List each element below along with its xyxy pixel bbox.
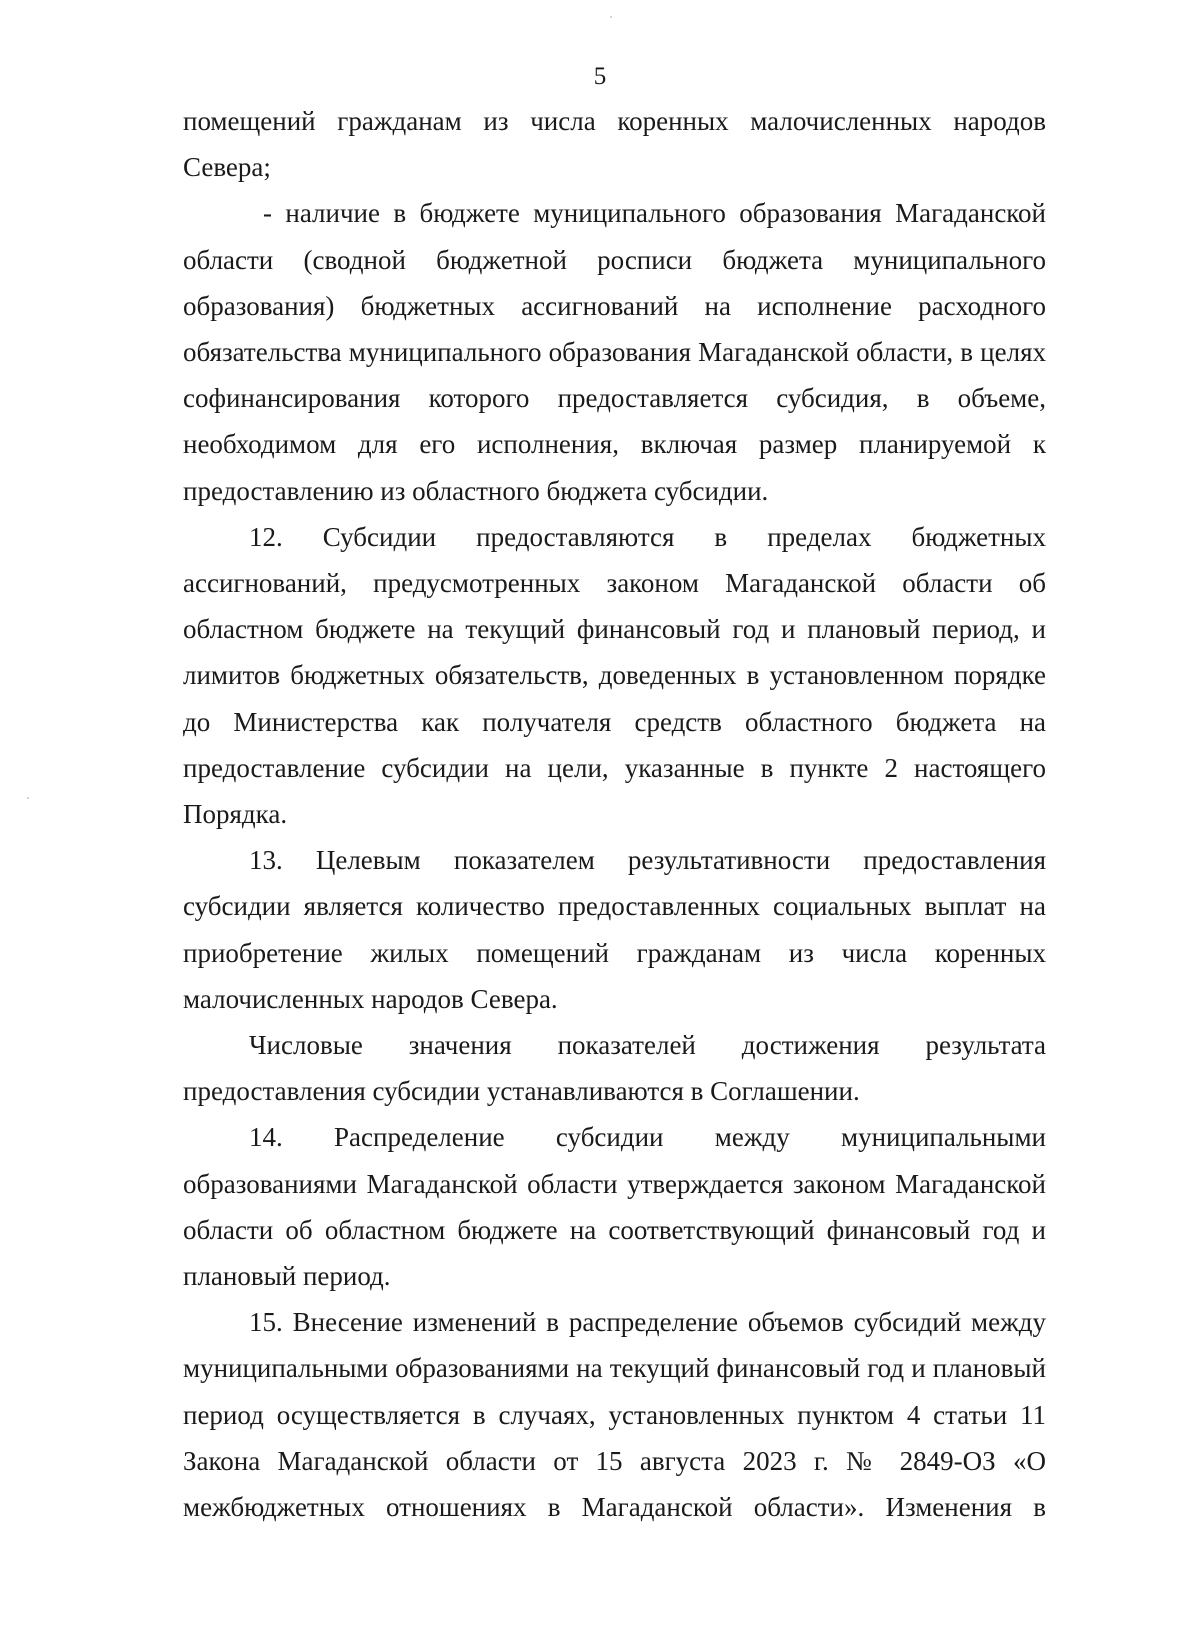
page-number: 5	[593, 63, 607, 90]
paragraph-item-12: 12. Субсидии предоставляются в пределах бюджетных ассигнований, предусмотренных законом Магаданской области об областном бюджете на текущий финансовый год и плановый период, и лимитов бюджетных обязательств, доведенных в установленном порядке до Министерства как получателя средств областного бюджета на предоставление субсидии на цели, указанные в пункте 2 настоящего Порядка.	[183, 521, 1046, 830]
document-body	[183, 98, 1046, 1530]
paragraph-numeric-values: Числовые значения показателей достижения результата предоставления субсидии устанавливаются в Соглашении.	[183, 1030, 1046, 1107]
scan-speck	[610, 16, 612, 18]
paragraph-item-15: 15. Внесение изменений в распределение объемов субсидий между муниципальными образованиями на текущий финансовый год и плановый период осуществляется в случаях, установленных пунктом 4 статьи 11 Закона Магаданской области от 15 августа 2023 г. № 2849-ОЗ «О межбюджетных отношениях в Магаданской области». Изменения в	[183, 1307, 1046, 1523]
paragraph-budget-condition: - наличие в бюджете муниципального образования Магаданской области (сводной бюджетной росписи бюджета муниципального образования) бюджетных ассигнований на исполнение расходного обязательства муниципального образования Магаданской области, в целях софинансирования которого предоставляется субсидия, в объеме, необходимом для его исполнения, включая размер планируемой к предоставлению из областного бюджета субсидии.	[183, 198, 1046, 506]
scan-speck	[27, 797, 29, 799]
paragraph-continuation: помещений гражданам из числа коренных малочисленных народов Севера;	[183, 106, 1046, 183]
paragraph-item-14: 14. Распределение субсидии между муниципальными образованиями Магаданской области утверждается законом Магаданской области об областном бюджете на соответствующий финансовый год и плановый период.	[183, 1122, 1046, 1292]
paragraph-item-13: 13. Целевым показателем результативности предоставления субсидии является количество предоставленных социальных выплат на приобретение жилых помещений гражданам из числа коренных малочисленных народов Севера.	[183, 845, 1046, 1014]
